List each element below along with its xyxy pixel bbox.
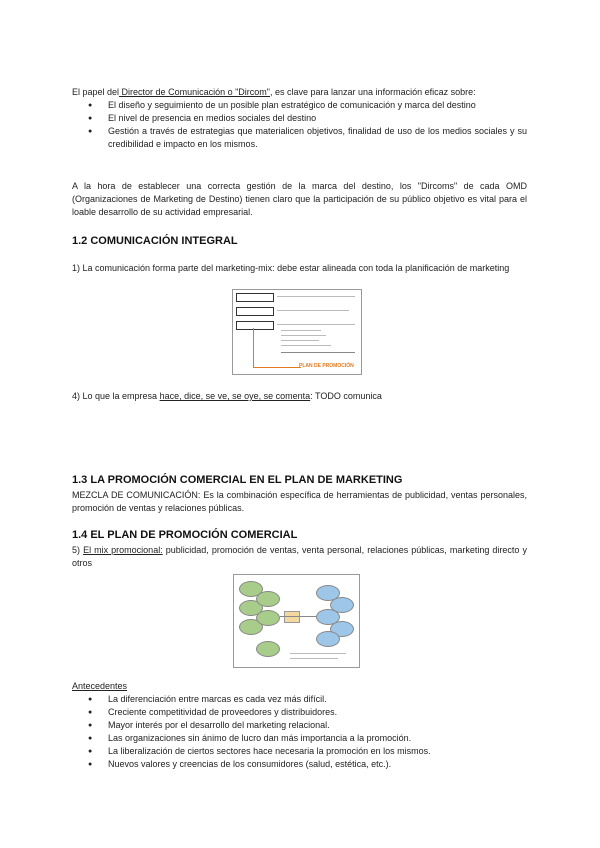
comunica-link[interactable]: hace, dice, se ve, se oye, se comenta [159, 391, 311, 401]
diagram-line [277, 296, 355, 297]
mezcla-comunicacion-text: MEZCLA DE COMUNICACIÓN: Es la combinación específica de herramientas de publicidad, ventas personales, promoción de ventas y relaciones públicas. [72, 490, 527, 513]
diagram-line [281, 345, 331, 346]
list-item: ● Las organizaciones sin ánimo de lucro dan más importancia a la promoción. [72, 732, 527, 745]
list-item: ● Creciente competitividad de proveedores y distribuidores. [72, 706, 527, 719]
mix-promocional-link[interactable]: El mix promocional: [83, 545, 163, 555]
diagram-oval [256, 591, 280, 607]
diagram-connector [253, 328, 254, 368]
intro-bullet-list [72, 99, 527, 151]
list-item: ● Gestión a través de estrategias que materialicen objetivos, finalidad de uso de los medios sociales y su credibilidad e impacto en los mismos. [72, 125, 527, 151]
list-item: ● Nuevos valores y creencias de los consumidores (salud, estética, etc.). [72, 758, 527, 771]
point-4: 4) Lo que la empresa hace, dice, se ve, se oye, se comenta: TODO comunica [72, 391, 382, 401]
plan-promocion-label: PLAN DE PROMOCIÓN [299, 363, 354, 369]
marketing-plan-figure [232, 289, 362, 375]
diagram-line [281, 352, 355, 353]
diagram-box [236, 293, 274, 302]
heading-1-4: 1.4 EL PLAN DE PROMOCIÓN COMERCIAL [72, 529, 298, 541]
point-5: 5) El mix promocional: publicidad, promoción de ventas, venta personal, relaciones públicas, marketing directo y otros [72, 545, 527, 568]
antecedentes-bullet-list [72, 693, 527, 771]
diagram-oval [316, 631, 340, 647]
list-item: ● La liberalización de ciertos sectores hace necesaria la promoción en los mismos. [72, 745, 527, 758]
diagram-line [290, 658, 338, 659]
diagram-oval [256, 610, 280, 626]
diagram-line [290, 653, 346, 654]
promotional-mix-figure [233, 574, 360, 668]
heading-1-2: 1.2 COMUNICACIÓN INTEGRAL [72, 235, 238, 247]
diagram-box [236, 321, 274, 330]
antecedentes-title: Antecedentes [72, 681, 128, 691]
list-item: ● El diseño y seguimiento de un posible plan estratégico de comunicación y marca del destino [72, 99, 527, 112]
diagram-box [236, 307, 274, 316]
intro-paragraph: El papel del Director de Comunicación o "Dircom", es clave para lanzar una información eficaz sobre: [72, 87, 476, 97]
diagram-line [280, 616, 316, 617]
point-1: 1) La comunicación forma parte del marketing-mix: debe estar alineada con toda la planificación de marketing [72, 263, 510, 273]
diagram-line [277, 310, 349, 311]
diagram-line [281, 340, 319, 341]
diagram-connector [253, 367, 301, 368]
list-item: ● El nivel de presencia en medios sociales del destino [72, 112, 527, 125]
heading-1-3: 1.3 LA PROMOCIÓN COMERCIAL EN EL PLAN DE MARKETING [72, 474, 403, 486]
diagram-line [281, 335, 326, 336]
diagram-center-box [284, 611, 300, 623]
list-item: ● Mayor interés por el desarrollo del marketing relacional. [72, 719, 527, 732]
antecedentes-section [72, 680, 527, 771]
diagram-oval [256, 641, 280, 657]
intro-section [72, 86, 527, 151]
diagram-line [277, 324, 355, 325]
dircom-link[interactable]: Director de Comunicación o "Dircom" [119, 87, 270, 97]
paragraph-dircoms: A la hora de establecer una correcta gestión de la marca del destino, los "Dircoms" de cada OMD (Organizaciones de Marketing de Destino) tienen claro que la participación de su público objetivo es vital para el loable desarrollo de su actividad empresarial. [72, 181, 527, 217]
list-item: ● La diferenciación entre marcas es cada vez más difícil. [72, 693, 527, 706]
diagram-line [281, 330, 321, 331]
